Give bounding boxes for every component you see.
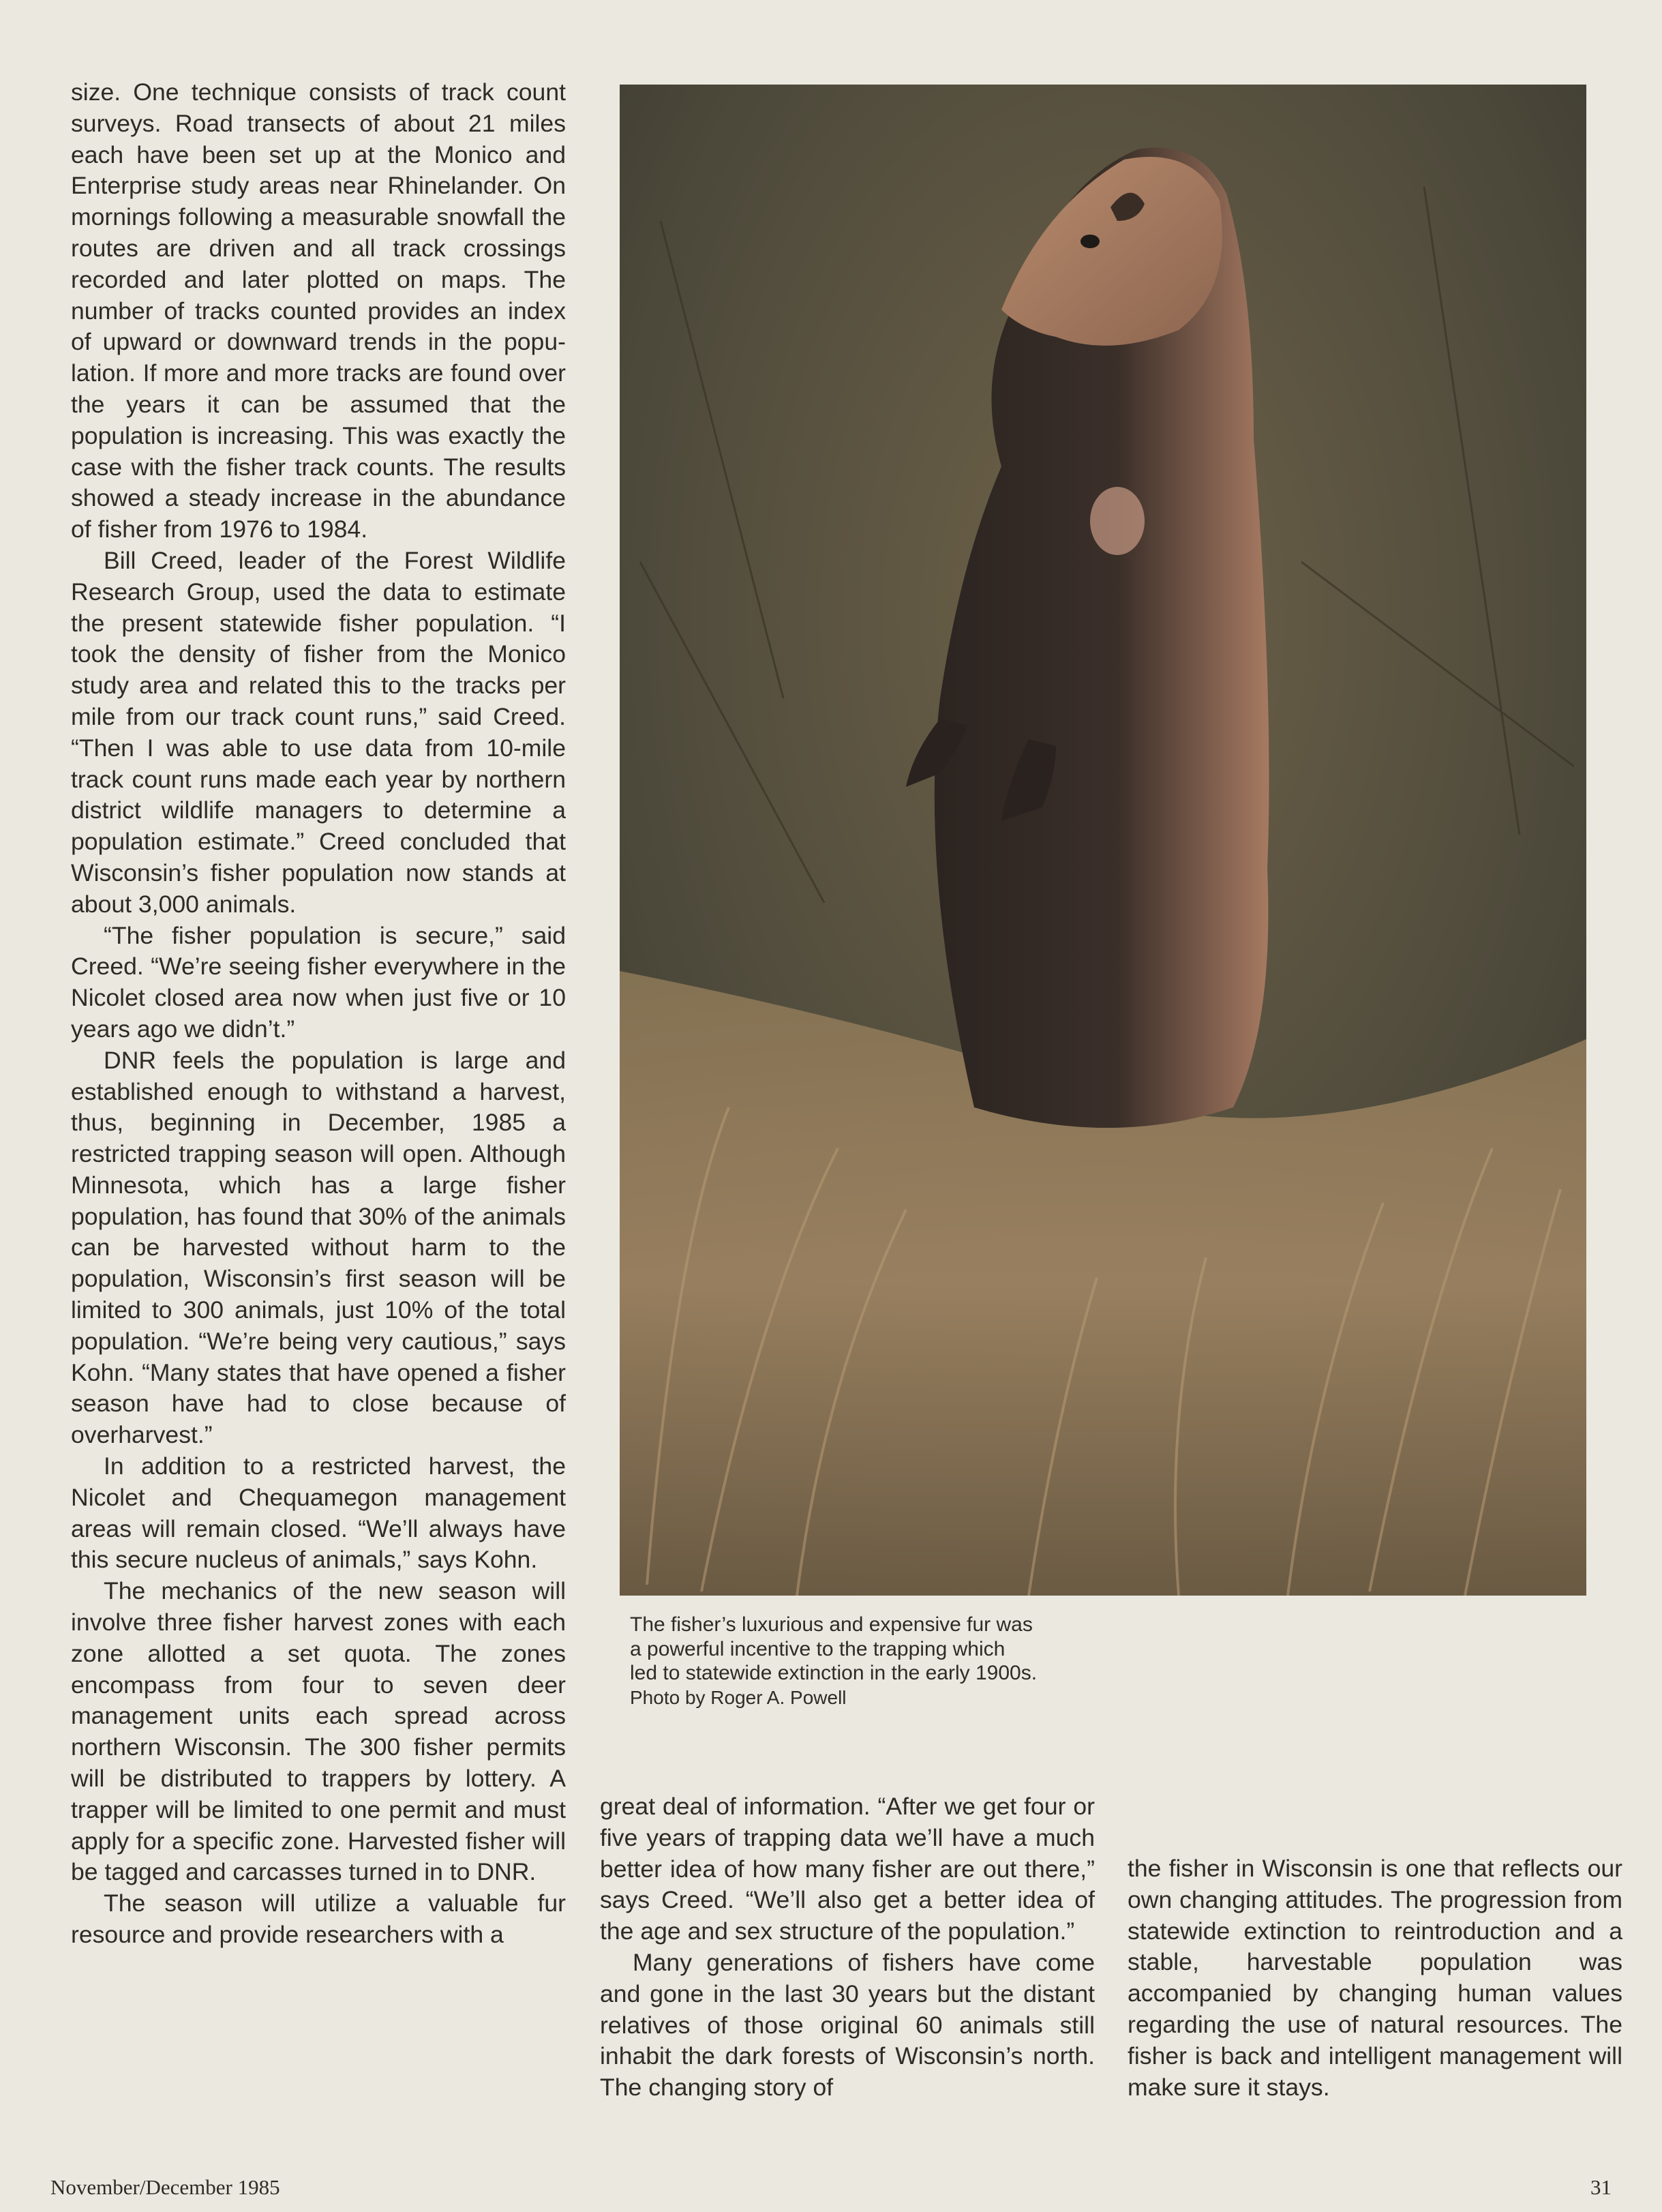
photo-credit: Photo by Roger A. Powell xyxy=(630,1686,847,1708)
paragraph: size. One technique consists of track count surveys. Road transects of about 21 miles each have been set up at the Monico and Enterprise study areas near Rhinelander. On mornings following a measurable snowfall the routes are driven and all track crossings recorded and later plotted on maps. The number of tracks counted provides an index of upward or downward trends in the population. If more and more tracks are found over the years it can be assumed that the population is increasing. This was exactly the case with the fisher track counts. The results showed a steady increase in the abundance of fisher from 1976 to 1984. xyxy=(71,78,566,543)
fisher-photo xyxy=(620,85,1586,1596)
paragraph: Bill Creed, leader of the Forest Wildlife Research Group, used the data to estimate the present statewide fisher population. “I took the density of fisher from the Monico study area and related this to the tracks per mile from our track count runs,” said Creed. “Then I was able to use data from 10-mile track count runs made each year by northern district wildlife managers to determine a population estimate.” Creed concluded that Wisconsin’s fisher population now stands at about 3,000 animals. xyxy=(71,546,566,918)
caption-line: a powerful incentive to the trapping which xyxy=(630,1637,1006,1660)
paragraph: The season will utilize a valuable fur resource and provide researchers with a xyxy=(71,1889,566,1949)
caption-line: led to statewide extinction in the early 1900s. xyxy=(630,1662,1038,1684)
caption-line: The fisher’s luxurious and expensive fur was xyxy=(630,1613,1033,1636)
issue-date: November/December 1985 xyxy=(50,2175,280,2199)
page-number: 31 xyxy=(1590,2175,1612,2199)
article-column-left xyxy=(71,77,566,1951)
paragraph: “The fisher population is secure,” said Creed. “We’re seeing fisher everywhere in the Nicolet closed area now when just five or 10 years ago we didn’t.” xyxy=(71,921,566,1043)
photo-caption xyxy=(630,1613,1148,1709)
paragraph: The mechanics of the new season will involve three fisher harvest zones with each zone allotted a set quota. The zones encompass from four to seven deer management units each spread across northern Wisconsin. The 300 fisher permits will be distributed to trappers by lottery. A trapper will be limited to one permit and must apply for a specific zone. Harvested fisher will be tagged and carcasses turned in to DNR. xyxy=(71,1577,566,1886)
paragraph: Many generations of fishers have come and gone in the last 30 years but the distant relatives of those original 60 animals still inhabit the dark forests of Wisconsin’s north. The changing story of xyxy=(600,1948,1095,2102)
article-column-middle xyxy=(600,1791,1095,2104)
fisher-photo-illustration xyxy=(620,85,1586,1596)
paragraph: DNR feels the population is large and established enough to withstand a harvest, thus, beginning in December, 1985 a restricted trapping season will open. Although Minnesota, which has a large fisher population, has found that 30% of the animals can be harvested without harm to the population, Wisconsin’s first season will be limited to 300 animals, just 10% of the total population. “We’re being very cautious,” says Kohn. “Many states that have opened a fisher season have had to close because of overharvest.” xyxy=(71,1046,566,1449)
article-column-right xyxy=(1128,1853,1622,2103)
paragraph: In addition to a restricted harvest, the Nicolet and Chequamegon management areas will remain closed. “We’ll always have this secure nucleus of animals,” says Kohn. xyxy=(71,1452,566,1574)
paragraph: the fisher in Wisconsin is one that reflects our own changing attitudes. The progression from statewide extinction to reintroduction and a stable, harvestable population was accompanied by changing human values regarding the use of natural resources. The fisher is back and intelligent management will make sure it stays. xyxy=(1128,1855,1622,2101)
paragraph: great deal of information. “After we get four or five years of trapping data we’ll have a much better idea of how many fisher are out there,” says Creed. “We’ll also get a better idea of the age and sex structure of the population.” xyxy=(600,1793,1095,1945)
